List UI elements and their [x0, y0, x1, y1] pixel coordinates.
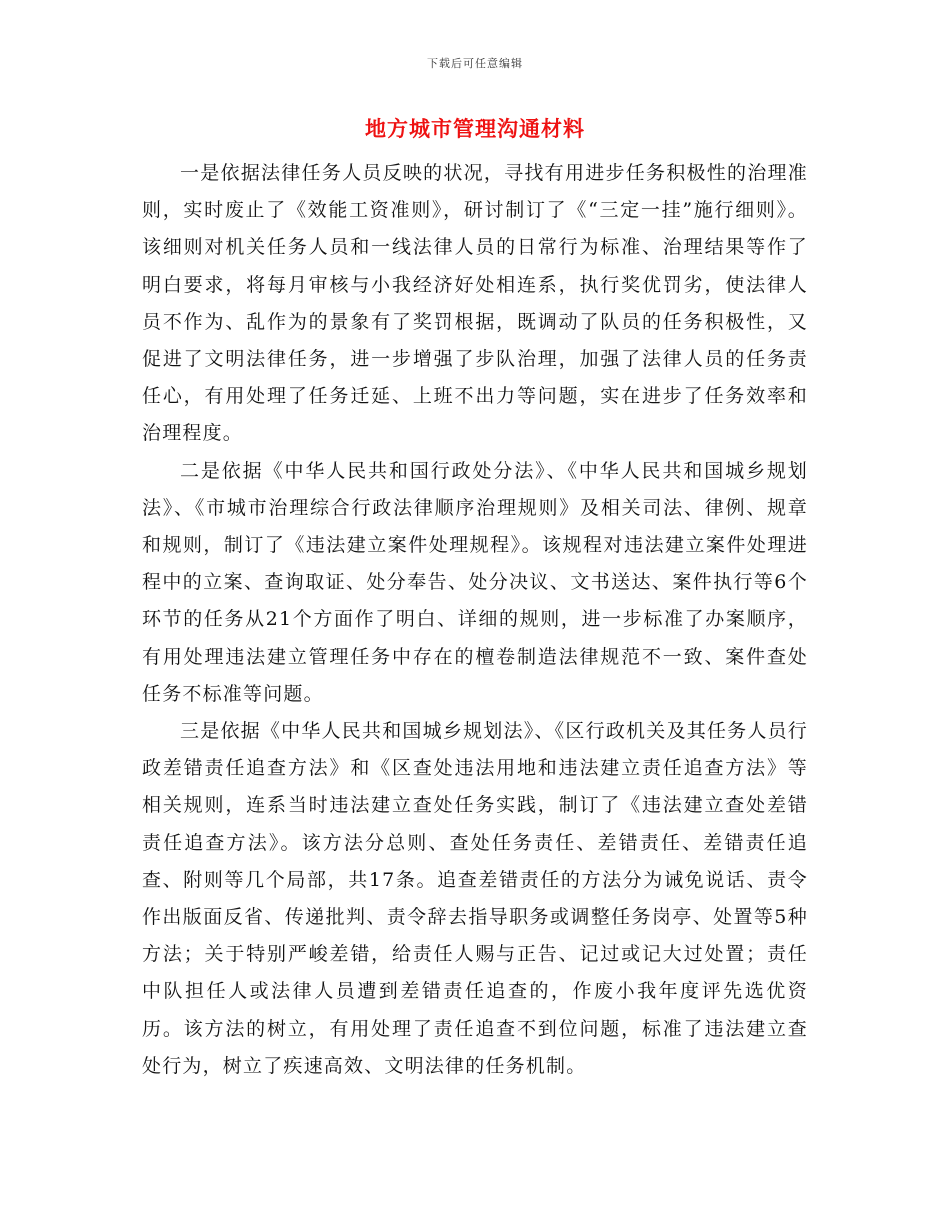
paragraph-2: 二是依据《中华人民共和国行政处分法》、《中华人民共和国城乡规划法》、《市城市治理综合行政法律顺序治理规则》及相关司法、律例、规章和规则，制订了《违法建立案件处理规程》。该规程对违法建立案件处理进程中的立案、查询取证、处分奉告、处分决议、文书送达、案件执行等6个环节的任务从21个方面作了明白、详细的规则，进一步标准了办案顺序，有用处理违法建立管理任务中存在的檀卷制造法律规范不一致、案件查处任务不标准等问题。 — [142, 459, 808, 705]
document-body — [142, 155, 808, 1085]
paragraph-3: 三是依据《中华人民共和国城乡规划法》、《区行政机关及其任务人员行政差错责任追查方法》和《区查处违法用地和违法建立责任追查方法》等相关规则，连系当时违法建立查处任务实践，制订了《违法建立查处差错责任追查方法》。该方法分总则、查处任务责任、差错责任、差错责任追查、附则等几个局部，共17条。追查差错责任的方法分为诫免说话、责令作出版面反省、传递批判、责令辞去指导职务或调整任务岗亭、处置等5种方法；关于特别严峻差错，给责任人赐与正告、记过或记大过处置；责任中队担任人或法律人员遭到差错责任追查的，作废小我年度评先选优资历。该方法的树立，有用处理了责任追查不到位问题，标准了违法建立查处行为，树立了疾速高效、文明法律的任务机制。 — [142, 720, 808, 1077]
page-header-note: 下载后可任意编辑 — [427, 57, 523, 70]
document-title: 地方城市管理沟通材料 — [365, 116, 585, 141]
paragraph-1: 一是依据法律任务人员反映的状况，寻找有用进步任务积极性的治理准则，实时废止了《效能工资准则》，研讨制订了《“三定一挂”施行细则》。该细则对机关任务人员和一线法律人员的日常行为标准、治理结果等作了明白要求，将每月审核与小我经济好处相连系，执行奖优罚劣，使法律人员不作为、乱作为的景象有了奖罚根据，既调动了队员的任务积极性，又促进了文明法律任务，进一步增强了步队治理，加强了法律人员的任务责任心，有用处理了任务迁延、上班不出力等问题，实在进步了任务效率和治理程度。 — [142, 162, 808, 445]
